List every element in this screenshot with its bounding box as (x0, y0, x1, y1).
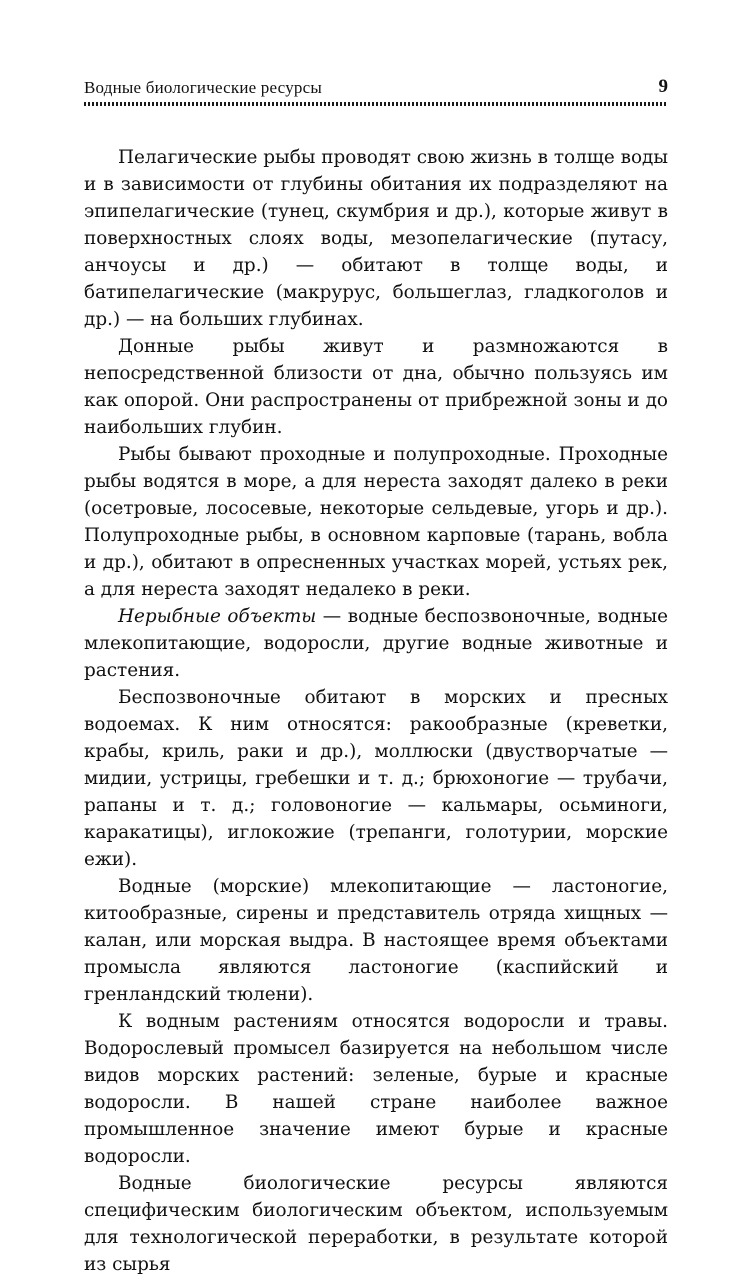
paragraph-non-fish-objects (84, 603, 668, 684)
paragraph-migratory-fish: Рыбы бывают проходные и полупроходные. Проходные рыбы водятся в море, а для нереста заходят далеко в реки (осетровые, лососевые, некоторые сельдевые, угорь и др.). Полупроходные рыбы, в основном карповые (тарань, вобла и др.), обитают в опресненных участках морей, устьях рек, а для нереста заходят недалеко в реки. (84, 444, 668, 600)
paragraph-invertebrates: Беспозвоночные обитают в морских и пресных водоемах. К ним относятся: ракообразные (креветки, крабы, криль, раки и др.), моллюски (двустворчатые — мидии, устрицы, гребешки и т. д.; брюхоногие — трубачи, рапаны и т. д.; головоногие — кальмары, осьминоги, каракатицы), иглокожие (трепанги, голотурии, морские ежи). (84, 687, 668, 870)
paragraph-aquatic-plants: К водным растениям относятся водоросли и травы. Водорослевый промысел базируется на небольшом числе видов морских растений: зеленые, бурые и красные водоросли. В нашей стране наиболее важное промышленное значение имеют бурые и красные водоросли. (84, 1011, 668, 1167)
running-header (84, 76, 668, 98)
definition-non-fish-objects: — водные беспозвоночные, водные млекопитающие, водоросли, другие водные животные и растения. (84, 606, 668, 681)
header-rule (84, 102, 668, 106)
term-non-fish-objects: Нерыбные объекты (118, 606, 317, 627)
running-header-title: Водные биологические ресурсы (84, 78, 322, 97)
paragraph-demersal-fish: Донные рыбы живут и размножаются в непосредственной близости от дна, обычно пользуясь им как опорой. Они распространены от прибрежной зоны и до наибольших глубин. (84, 336, 668, 438)
paragraph-pelagic-fish: Пелагические рыбы проводят свою жизнь в толще воды и в зависимости от глубины обитания их подразделяют на эпипелагические (тунец, скумбрия и др.), которые живут в поверхностных слоях воды, мезопелагические (путасу, анчоусы и др.) — обитают в толще воды, и батипелагические (макрурус, большеглаз, гладкоголов и др.) — на больших глубинах. (84, 147, 668, 330)
paragraph-marine-mammals: Водные (морские) млекопитающие — ластоногие, китообразные, сирены и представитель отряда хищных — калан, или морская выдра. В настоящее время объектами промысла являются ластоногие (каспийский и гренландский тюлени). (84, 876, 668, 1005)
paragraph-biological-resources: Водные биологические ресурсы являются специфическим биологическим объектом, используемым для технологической переработки, в результате которой из сырья (84, 1173, 668, 1275)
body-text (84, 144, 668, 1278)
page-number: 9 (658, 76, 668, 97)
